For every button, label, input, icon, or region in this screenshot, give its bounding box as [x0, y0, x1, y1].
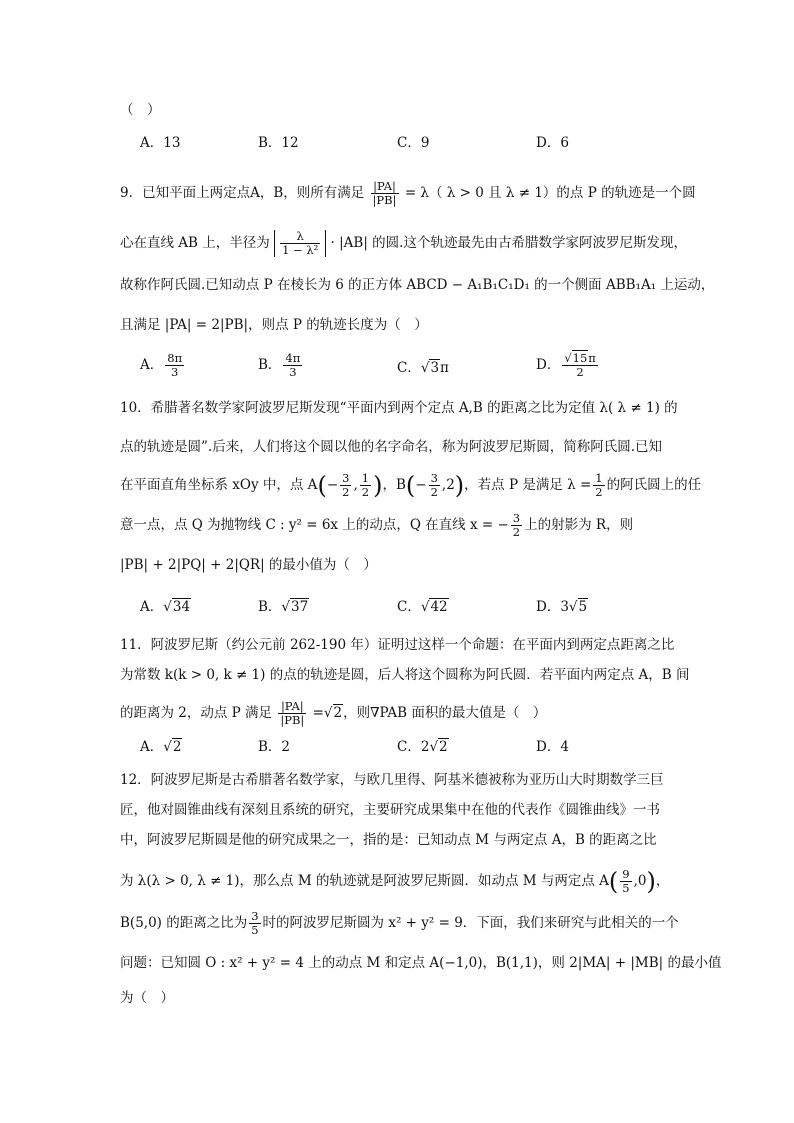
q12-line-6: 问题：已知圆 O : x² + y² = 4 上的动点 M 和定点 A(−1,0)，B(1,1)，则 2|MA| + |MB| 的最小值: [120, 955, 722, 971]
q11-option-b: B．2: [258, 739, 291, 755]
q9-option-c: C．√3π: [397, 360, 449, 376]
q8-option-b: B．12: [258, 135, 299, 151]
q12-line-2: 匠，他对圆锥曲线有深刻且系统的研究，主要研究成果集中在他的代表作《圆锥曲线》一书: [120, 802, 660, 818]
q11-option-d: D．4: [536, 739, 569, 755]
q11-option-c: C．2√2: [397, 739, 448, 755]
q12-line-7: 为（ ）: [120, 990, 174, 1006]
q8-option-d: D．6: [536, 135, 569, 151]
q9-line-4: 且满足 |PA| = 2|PB|，则点 P 的轨迹长度为（ ）: [120, 317, 428, 333]
q10-option-a: A．√34: [140, 599, 191, 615]
q10-option-c: C．√42: [397, 599, 448, 615]
q11-line-2: 为常数 k(k > 0, k ≠ 1) 的点的轨迹是圆，后人将这个圆称为阿氏圆．若平面内两定点 A，B 间: [120, 667, 690, 683]
q11-ratio-fraction: $\frac{|PA|}{|PB|}$: [280, 699, 305, 727]
q11-line-3: 的距离为 2，动点 P 满足 $\frac{|PA|}{|PB|}$ =√2，则∇PAB 面积的最大值是（ ）: [120, 699, 547, 727]
q9-line-1: 9．已知平面上两定点A，B，则所有满足 $\frac{|PA|}{|PB|}$ = λ（ λ > 0 且 λ ≠ 1）的点 P 的轨迹是一个圆: [120, 179, 696, 207]
q12-line-1: 12．阿波罗尼斯是古希腊著名数学家，与欧几里得、阿基米德被称为亚历山大时期数学三巨: [120, 772, 664, 788]
q9-option-a: A． $\frac{8\pi}{3}$: [140, 351, 183, 379]
q12-line-4: 为 λ(λ > 0, λ ≠ 1)，那么点 M 的轨迹就是阿波罗尼斯圆．如动点 M 与两定点 A( $\frac{9}{5}$ ,0)，: [120, 867, 670, 896]
q11-line-1: 11．阿波罗尼斯（约公元前 262-190 年）证明过这样一个命题：在平面内到两定点距离之比: [120, 637, 675, 653]
q9-ratio-fraction: $\frac{|PA|}{|PB|}$: [372, 179, 397, 207]
q10-line-2: 点的轨迹是圆”.后来，人们将这个圆以他的名字命名，称为阿波罗尼斯圆，简称阿氏圆.已知: [120, 439, 662, 455]
q12-line-3: 中，阿波罗尼斯圆是他的研究成果之一，指的是：已知动点 M 与两定点 A，B 的距离之比: [120, 832, 657, 848]
q9-line-2: 心在直线 AB 上，半径为 $\frac{\lambda}{\text{1 − λ²}}$ · |AB| 的圆.这个轨迹最先由古希腊数学家阿波罗尼斯发现，: [120, 229, 687, 257]
q8-option-c: C．9: [397, 135, 430, 151]
q9-option-b: B． $\frac{4\pi}{3}$: [258, 351, 301, 379]
q8-option-a: A．13: [140, 135, 181, 151]
q10-line-1: 10．希腊著名数学家阿波罗尼斯发现“平面内到两个定点 A,B 的距离之比为定值 λ( λ ≠ 1) 的: [120, 400, 678, 416]
q10-line-3: 在平面直角坐标系 xOy 中，点 A(− $\frac{3}{2}$ , $\frac{1}{2}$ )，B(− $\frac{3}{2}$ ,2)，若点 P 是满足 λ = $\frac{1}{2}$ 的阿氏圆上的任: [120, 471, 702, 500]
q12-line-5: B(5,0) 的距离之比为 $\frac{3}{5}$ 时的阿波罗尼斯圆为 x² + y² = 9．下面，我们来研究与此相关的一个: [120, 909, 679, 937]
q9-option-d: D． $\frac{√15\pi}{2}$: [536, 351, 596, 379]
q10-option-b: B．√37: [258, 599, 309, 615]
q11-option-a: A．√2: [140, 739, 182, 755]
q10-line-5: |PB| + 2|PQ| + 2|QR| 的最小值为（ ）: [120, 557, 377, 573]
q8-stem-tail: （ ）: [120, 102, 161, 118]
q10-option-d: D．3√5: [536, 599, 588, 615]
q9-line-3: 故称作阿氏圆.已知动点 P 在棱长为 6 的正方体 ABCD − A₁B₁C₁D₁ 的一个侧面 ABB₁A₁ 上运动，: [120, 277, 715, 293]
q9-radius-fraction: $\frac{\lambda}{\text{1 − λ²}}$: [282, 229, 319, 257]
q10-line-4: 意一点，点 Q 为抛物线 C : y² = 6x 上的动点，Q 在直线 x = − $\frac{3}{2}$ 上的射影为 R，则: [120, 511, 634, 539]
